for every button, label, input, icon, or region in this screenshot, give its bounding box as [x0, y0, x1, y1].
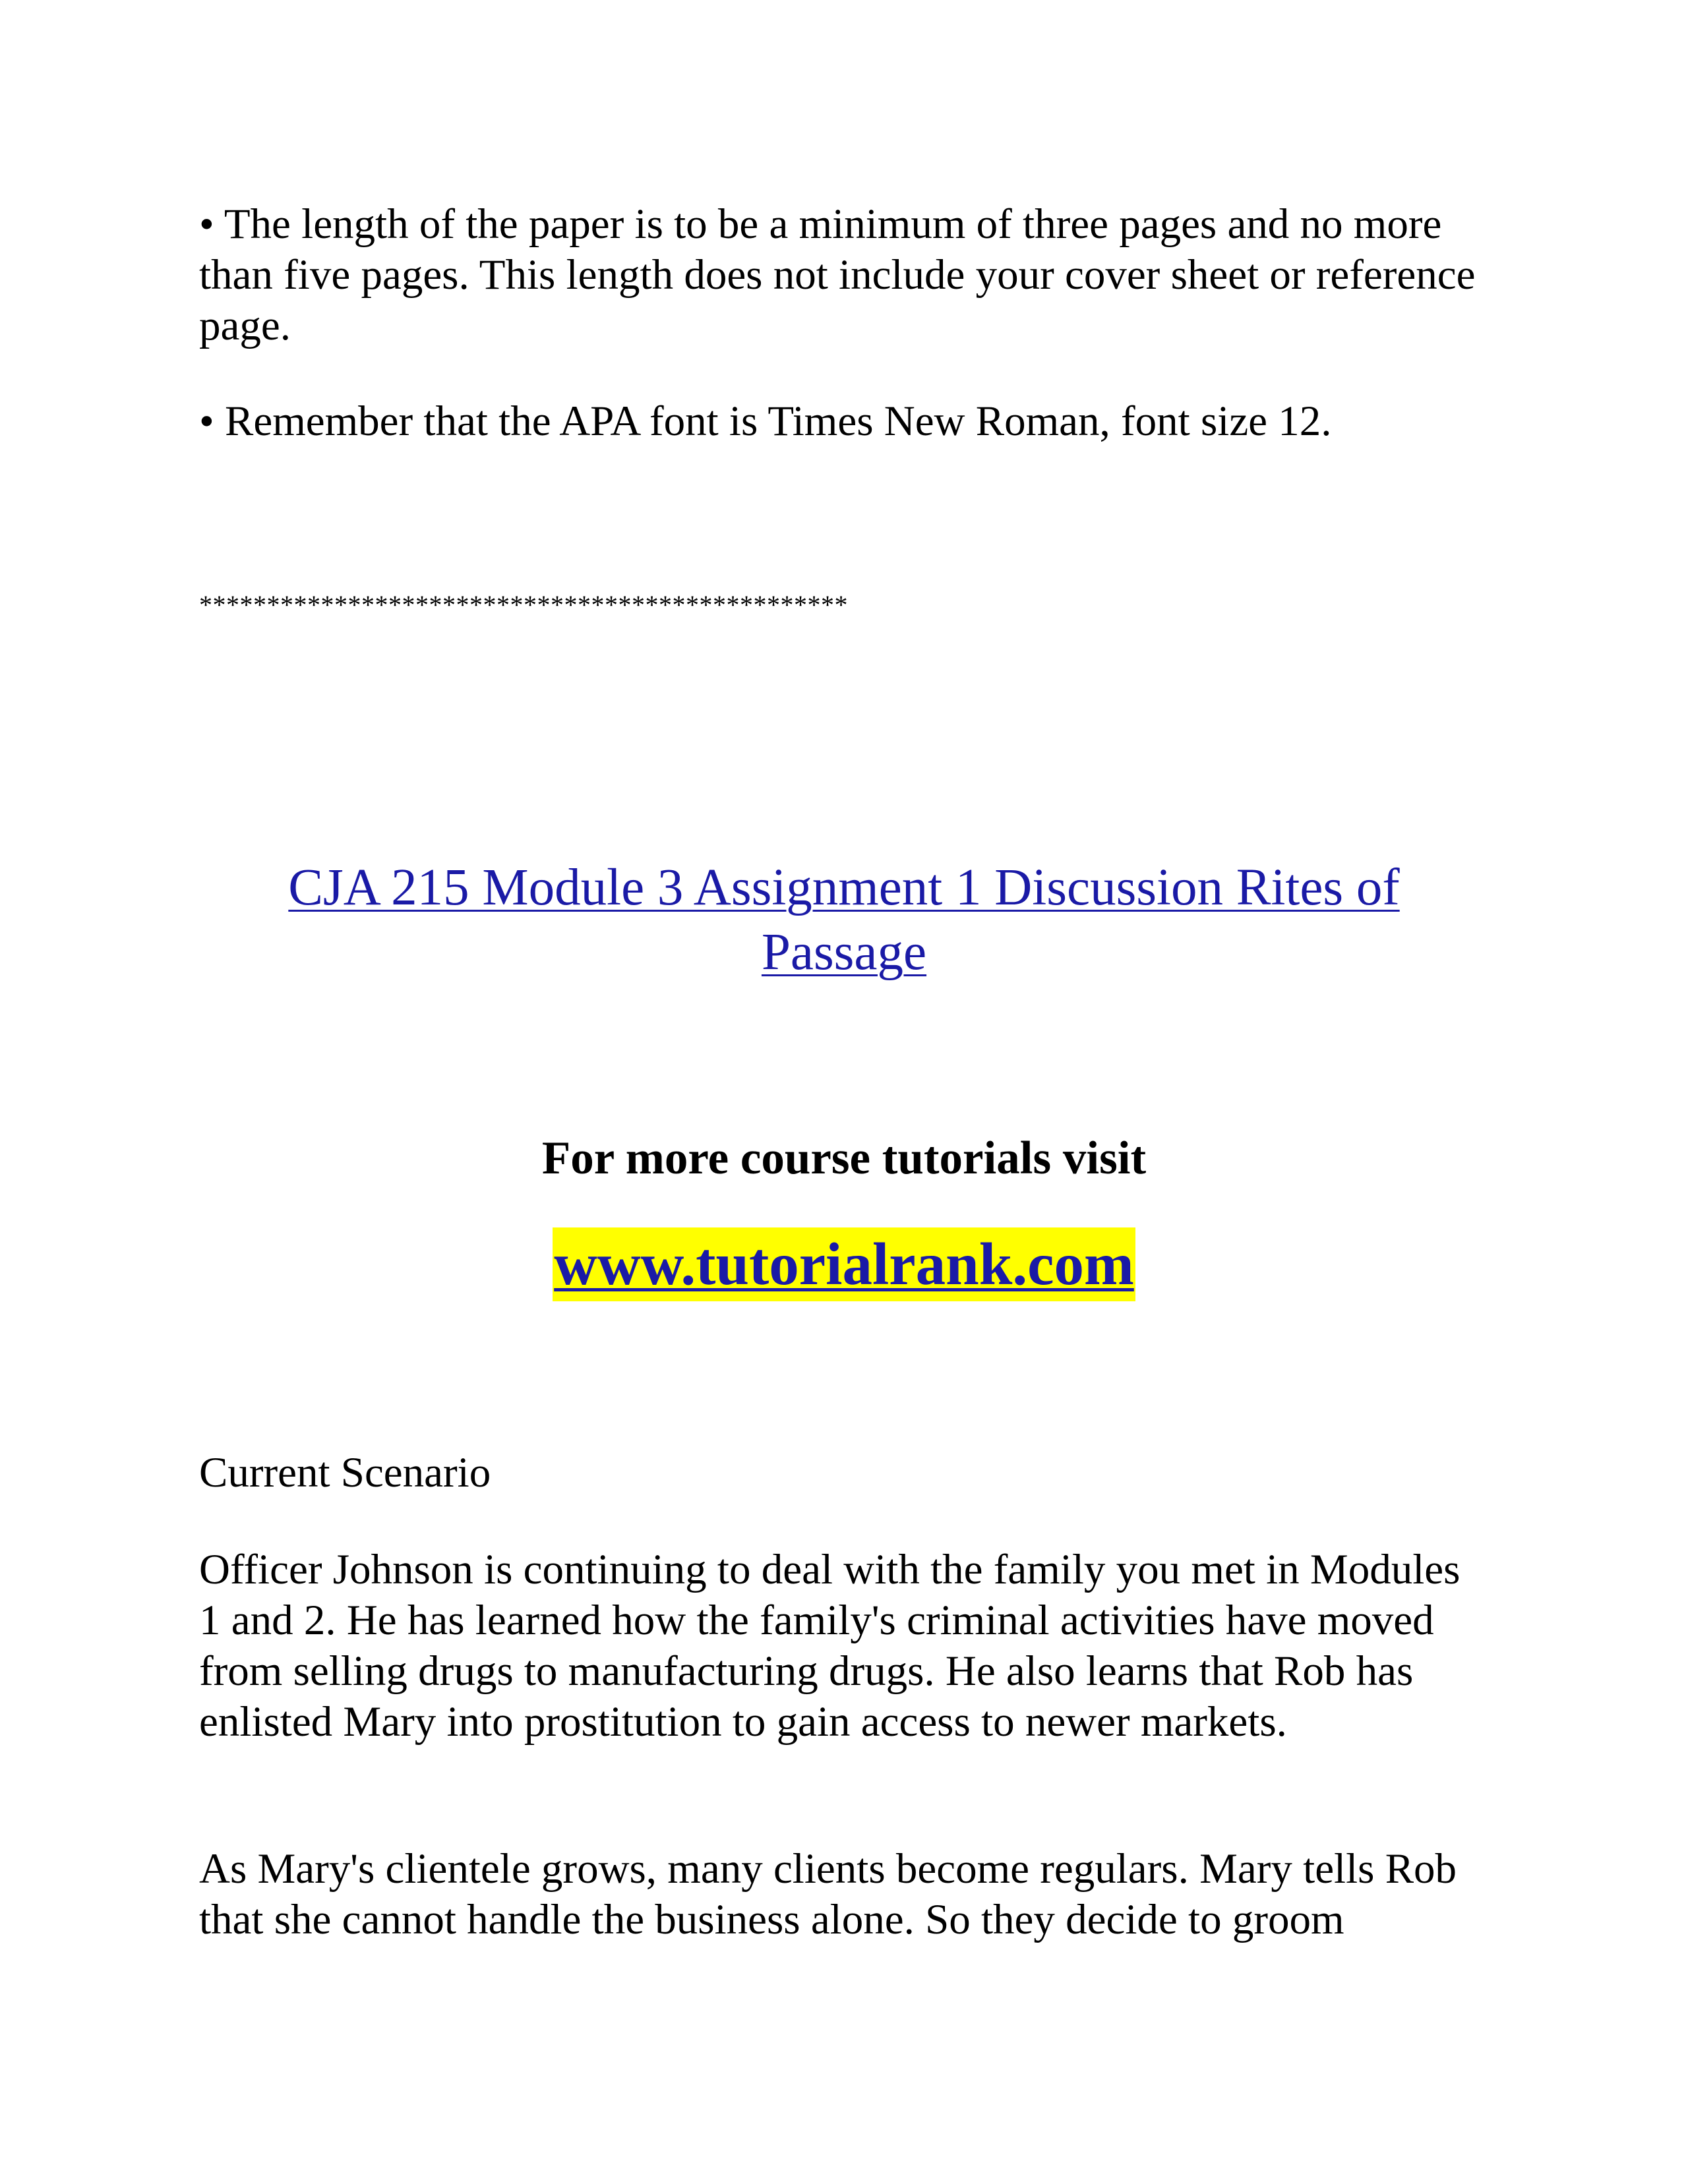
tutorialrank-url-link[interactable]: www.tutorialrank.com [553, 1227, 1135, 1301]
assignment-title-link[interactable] [198, 856, 1490, 985]
scenario-paragraph-2: As Mary's clientele grows, many clients become regulars. Mary tells Rob that she cannot handle the business alone. So they decide to groom [199, 1845, 1457, 1943]
bullet-apa-font: • Remember that the APA font is Times New Roman, font size 12. [199, 398, 1332, 445]
promo-url-wrapper [198, 1227, 1490, 1301]
title-line-1[interactable]: CJA 215 Module 3 Assignment 1 Discussion Rites of [288, 859, 1400, 916]
title-line-2[interactable]: Passage [761, 924, 927, 981]
scenario-heading: Current Scenario [199, 1449, 491, 1496]
scenario-paragraph-1: Officer Johnson is continuing to deal with the family you met in Modules 1 and 2. He has learned how the family's criminal activities have moved from selling drugs to manufacturing drugs. He also learns that Rob has enlisted Mary into prostitution to gain access to newer markets. [199, 1546, 1461, 1746]
asterisk-separator: ************************************************ [199, 590, 848, 620]
bullet-paper-length: • The length of the paper is to be a minimum of three pages and no more than five pages. This length does not include your cover sheet or reference page. [199, 200, 1476, 349]
promo-text: For more course tutorials visit [541, 1133, 1147, 1184]
